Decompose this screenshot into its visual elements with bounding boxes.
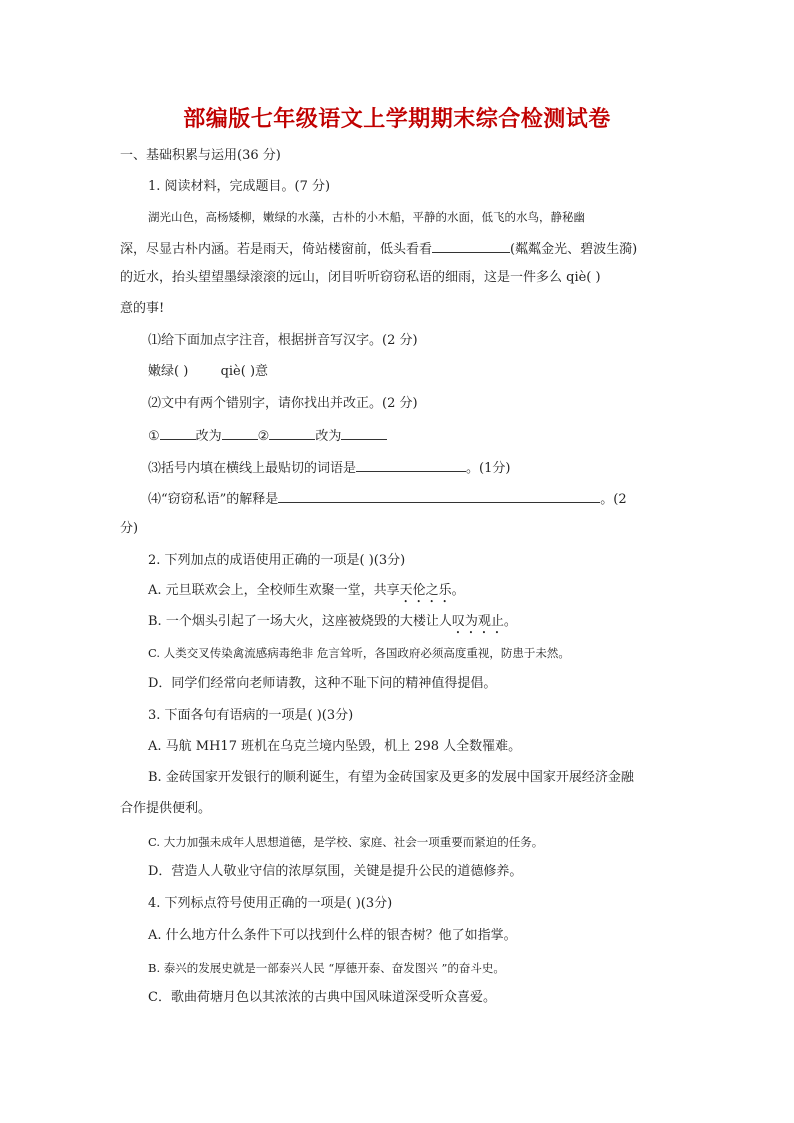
option-text: 。	[503, 614, 517, 629]
answer-a[interactable]: 嫩绿( )	[148, 364, 189, 379]
q3-option-d[interactable]: D．营造人人敬业守信的浓厚氛围，关键是提升公民的道德修养。	[148, 864, 523, 879]
answer-blank[interactable]	[432, 238, 510, 253]
q4-option-c[interactable]: C．歌曲荷塘月色以其浓浓的古典中国风味道深受听众喜爱。	[148, 990, 496, 1005]
q1-stem: 1. 阅读材料，完成题目。(7 分)	[148, 179, 331, 194]
q3-option-c[interactable]: C. 大力加强未成年人思想道德，是学校、家庭、社会一项重要而紧迫的任务。	[148, 835, 544, 849]
q3-option-b-line2[interactable]: 合作提供便利。	[120, 801, 212, 816]
option-text: 。	[451, 583, 465, 598]
section-heading: 一、基础积累与运用(36 分)	[120, 148, 281, 163]
answer-blank[interactable]	[341, 425, 387, 440]
passage-text: 深，尽显古朴内涵。若是雨天，倚站楼窗前，低头看看	[120, 242, 433, 257]
q2-stem: 2. 下列加点的成语使用正确的一项是( )(3分)	[148, 553, 406, 568]
q1-passage-line1: 湖光山色，高杨矮柳，嫩绿的水藻，古朴的小木船，平静的水面，低飞的水鸟，静秘幽	[148, 210, 585, 224]
q3-stem: 3. 下面各句有语病的一项是( )(3分)	[148, 708, 354, 723]
q1-passage-line2	[120, 238, 637, 260]
dotted-idiom: 叹为观止	[451, 614, 504, 629]
q1-sub2-answers	[148, 425, 387, 447]
sub3-score: 。(1分)	[466, 461, 511, 476]
option-text: A. 元旦联欢会上，全校师生欢聚一堂，共享	[148, 583, 400, 598]
answer-blank[interactable]	[269, 425, 315, 440]
passage-text: (粼粼金光、碧波生漪)	[510, 242, 638, 257]
option-text: B. 一个烟头引起了一场大火，这座被烧毁的大楼让人	[148, 614, 452, 629]
circle-2: ②	[257, 429, 270, 444]
change-label: 改为	[195, 429, 222, 444]
q2-option-c[interactable]: C. 人类交叉传染禽流感病毒绝非 危言耸听，各国政府必须高度重视，防患于未然。	[148, 646, 570, 660]
answer-blank[interactable]	[222, 425, 258, 440]
sub4-score: 。(2	[600, 492, 627, 507]
change-label: 改为	[315, 429, 342, 444]
q1-sub4	[148, 488, 627, 510]
q2-option-b[interactable]	[148, 612, 517, 637]
answer-blank[interactable]	[160, 425, 196, 440]
q1-sub4-cont: 分)	[120, 521, 139, 536]
q1-sub3	[148, 457, 510, 479]
q1-sub1: ⑴给下面加点字注音，根据拼音写汉字。(2 分)	[148, 333, 418, 348]
answer-b[interactable]: qiè( )意	[220, 364, 269, 379]
q1-sub2: ⑵文中有两个错别字，请你找出并改正。(2 分)	[148, 396, 418, 411]
answer-blank[interactable]	[356, 457, 466, 472]
sub3-text: ⑶括号内填在横线上最贴切的词语是	[148, 461, 357, 476]
q4-option-b[interactable]: B. 泰兴的发展史就是一部泰兴人民 “厚德开泰、奋发图兴 ”的奋斗史。	[148, 961, 505, 975]
q1-passage-line4: 意的事!	[120, 301, 165, 316]
q3-option-b-line1[interactable]: B. 金砖国家开发银行的顺利诞生，有望为金砖国家及更多的发展中国家开展经济金融	[148, 770, 634, 785]
answer-blank[interactable]	[278, 488, 600, 503]
q3-option-a[interactable]: A. 马航 MH17 班机在乌克兰境内坠毁，机上 298 人全数罹难。	[148, 739, 522, 754]
q2-option-d[interactable]: D．同学们经常向老师请教，这种不耻下问的精神值得提倡。	[148, 676, 497, 691]
sub4-text: ⑷“窃窃私语”的解释是	[148, 492, 279, 507]
q1-sub1-answers	[148, 362, 268, 382]
q4-option-a[interactable]: A. 什么地方什么条件下可以找到什么样的银杏树？他了如指掌。	[148, 928, 517, 943]
q2-option-a[interactable]	[148, 581, 465, 606]
page-title: 部编版七年级语文上学期期末综合检测试卷	[183, 106, 611, 132]
q4-stem: 4. 下列标点符号使用正确的一项是( )(3分)	[148, 896, 393, 911]
q1-passage-line3: 的近水，抬头望望墨绿滚滚的远山，闭目听听窃窃私语的细雨，这是一件多么 qiè( )	[120, 270, 601, 285]
dotted-idiom: 天伦之乐	[399, 583, 452, 598]
circle-1: ①	[148, 429, 160, 444]
